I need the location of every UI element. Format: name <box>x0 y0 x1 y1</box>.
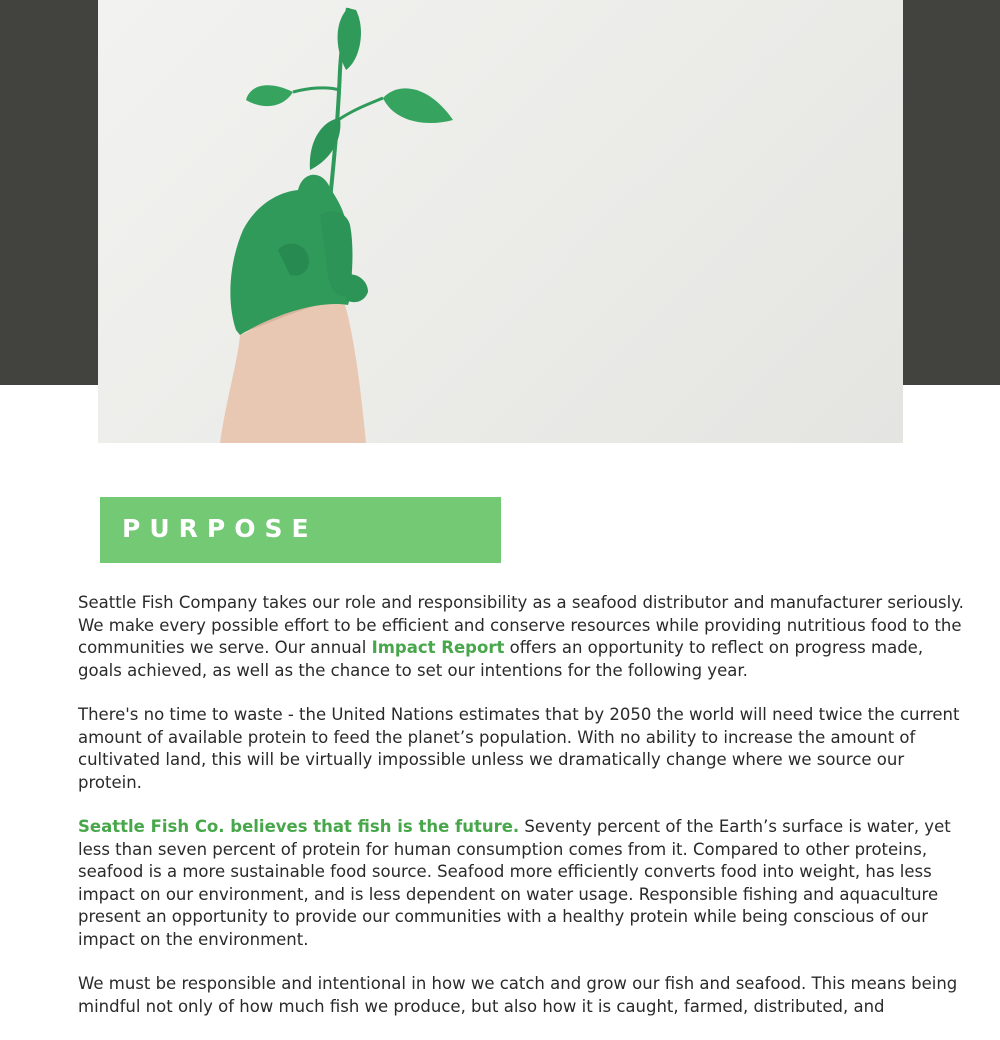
fish-future-highlight: Seattle Fish Co. believes that fish is the future. <box>78 817 520 836</box>
intro-text-start: Seattle Fish Company takes our role and responsibility as a seafood distributor and manufacturer seriously. We make every possible effort to be efficient and conserve resources while providing nutritious food to the communities we serve. Our annual <box>78 593 964 657</box>
body-content <box>78 592 968 1040</box>
purpose-banner <box>100 497 501 563</box>
hero-image <box>98 0 903 443</box>
paragraph-intro <box>78 592 968 682</box>
paragraph-responsibility: We must be responsible and intentional in how we catch and grow our fish and seafood. This means being mindful not only of how much fish we produce, but also how it is caught, farmed, distributed, and <box>78 974 958 1016</box>
paragraph-fish-future <box>78 816 968 951</box>
paragraph-protein: There's no time to waste - the United Nations estimates that by 2050 the world will need twice the current amount of available protein to feed the planet’s population. With no ability to increase the amount of cultivated land, this will be virtually impossible unless we dramatically change where we source our protein. <box>78 705 960 792</box>
banner-title: PURPOSE <box>122 514 318 543</box>
intro-text-end: offers an opportunity to reflect on progress made, goals achieved, as well as the chance to set our intentions for the following year. <box>78 638 924 680</box>
plant-hand-illustration <box>98 0 903 443</box>
impact-report-link[interactable]: Impact Report <box>371 638 505 657</box>
fish-future-text: Seventy percent of the Earth’s surface is water, yet less than seven percent of protein for human consumption comes from it. Compared to other proteins, seafood is a more sustainable food source. Seafood more efficiently converts food into weight, has less impact on our environment, and is less dependent on water usage. Responsible fishing and aquaculture present an opportunity to provide our communities with a healthy protein while being conscious of our impact on the environment. <box>78 817 951 949</box>
